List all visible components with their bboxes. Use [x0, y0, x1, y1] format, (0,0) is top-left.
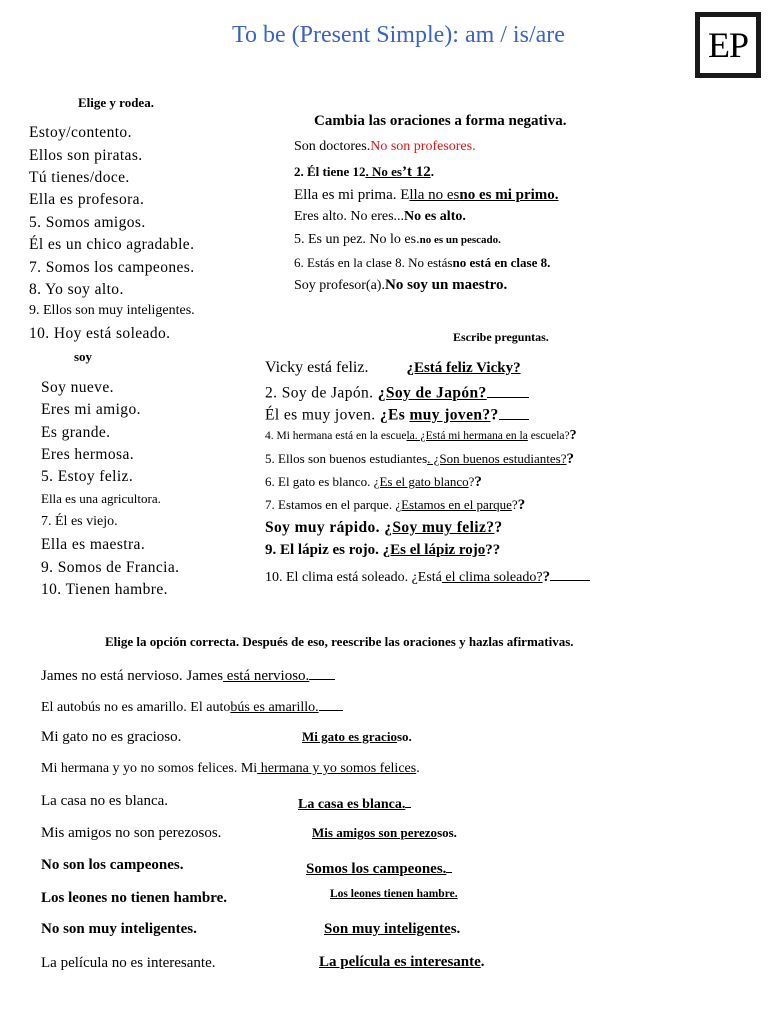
sec4-line: [265, 451, 574, 468]
prompt: Son doctores.: [294, 139, 371, 154]
blank-line: [550, 566, 590, 581]
sec3-line: [294, 164, 434, 181]
answer: s.: [450, 921, 461, 937]
answer: muy joven?: [409, 406, 491, 424]
prompt: 5. Es un pez. No lo es.: [294, 232, 420, 247]
answer: No es alto.: [404, 209, 466, 224]
logo-text: EP: [700, 17, 756, 73]
prompt: Ella es mi prima. E: [294, 187, 410, 203]
answer: ¿Soy muy feliz?: [384, 519, 495, 536]
blank-line: [309, 664, 335, 680]
sec1-item: Estoy/contento.: [29, 124, 132, 141]
sec2-item: 5. Estoy feliz.: [41, 468, 134, 485]
sec3-line: [294, 139, 476, 155]
sec2-item: 9. Somos de Francia.: [41, 559, 180, 576]
sec5-row: [41, 696, 343, 716]
answer: .: [480, 954, 485, 970]
sec3-line: [294, 255, 550, 271]
sec1-heading: Elige y rodea.: [78, 95, 154, 110]
blank-line: [446, 857, 452, 873]
answer: no está en clase 8.: [452, 255, 551, 270]
sec2-item: 7. Él es viejo.: [41, 514, 118, 529]
mark: ?: [468, 474, 475, 489]
sec2-item: Eres hermosa.: [41, 446, 135, 463]
sec5-q: La película no es interesante.: [41, 955, 216, 971]
sec1-item: 10. Hoy está soleado.: [29, 325, 171, 342]
sec2-item: Soy nueve.: [41, 379, 114, 396]
blank-line: [319, 696, 343, 711]
mark: ??: [485, 542, 501, 558]
mark: ?: [490, 406, 499, 424]
sec3-line: [294, 232, 501, 248]
sec5-answer: [319, 954, 485, 971]
answer: ¿Es: [379, 406, 410, 424]
sec5-answer: [298, 793, 411, 813]
sec1-item: Él es un chico agradable.: [29, 236, 195, 253]
sec5-answer: [302, 729, 412, 745]
sec4-line: [265, 474, 482, 491]
sec5-heading: Elige la opción correcta. Después de eso, reescribe las oraciones y hazlas afirmativas.: [105, 634, 574, 649]
sec5-answer: [306, 857, 452, 878]
answer: lla no es: [409, 187, 460, 203]
answer: Los leones tienen hambre.: [330, 888, 458, 900]
mark: ?: [517, 497, 526, 513]
sec3-line: [294, 209, 466, 225]
answer: la. ¿Está mi hermana en la: [406, 430, 528, 442]
sec3-heading: Cambia las oraciones a forma negativa.: [314, 113, 567, 129]
answer: no es mi primo.: [459, 187, 559, 203]
sec5-q: Mi gato no es gracioso.: [41, 729, 182, 745]
sec5-answer: [330, 888, 458, 900]
prompt: Vicky está feliz.: [265, 359, 369, 376]
sec5-q: La casa no es blanca.: [41, 793, 169, 809]
ep-logo: [695, 12, 761, 78]
sec3-line: [294, 187, 559, 204]
sec2-item: Es grande.: [41, 424, 111, 441]
answer: ¿Es el gato blanco: [373, 474, 469, 489]
sec5-q: Los leones no tienen hambre.: [41, 890, 227, 906]
prompt: 6. El gato es blanco.: [265, 474, 374, 489]
sec2-heading: soy: [74, 349, 93, 364]
answer: . No es: [365, 164, 402, 179]
sec4-line: [265, 519, 503, 537]
answer: La casa es blanca.: [298, 797, 406, 812]
sec2-item: Ella es una agricultora.: [41, 491, 161, 506]
sec4-line: [265, 566, 590, 586]
prompt: Soy profesor(a).: [294, 278, 385, 293]
worksheet-title: To be (Present Simple): am / is/are: [232, 22, 565, 48]
answer: No soy un maestro.: [384, 277, 508, 293]
mark: ?: [542, 569, 551, 585]
prompt: Él es muy joven.: [265, 406, 380, 424]
sec5-answer: [324, 921, 460, 938]
answer: ’t 12: [401, 164, 431, 180]
sec4-line: [265, 542, 500, 559]
sec2-item: 10. Tienen hambre.: [41, 581, 168, 598]
mark: ?: [474, 474, 482, 490]
sec1-item: 9. Ellos son muy inteligentes.: [29, 303, 195, 318]
prompt: 5. Ellos son buenos estudiantes: [265, 451, 428, 466]
mark: ?: [494, 519, 503, 536]
prompt: 7. Estamos en el parque.: [265, 497, 396, 512]
question: El autobús no es amarillo. El auto: [41, 700, 231, 715]
sec1-item: Tú tienes/doce.: [29, 169, 130, 186]
answer: no es un pescado.: [419, 234, 501, 246]
answer: La película es interesante: [319, 954, 481, 970]
prompt: 9. El lápiz es rojo.: [265, 542, 383, 558]
blank-line: [487, 381, 529, 398]
prompt: 10. El clima está soleado. ¿Está: [265, 570, 442, 585]
sec5-answer: [312, 825, 457, 841]
answer: Somos los campeones.: [306, 861, 447, 877]
prompt: Eres alto. No eres...: [294, 209, 405, 224]
sec4-line: [265, 403, 529, 425]
answer: ¿Estamos en el parque: [395, 497, 512, 512]
sec4-line: [265, 359, 521, 377]
mark: ?: [511, 497, 518, 512]
blank-line: [405, 793, 411, 808]
answer: ¿Es el lápiz rojo: [382, 542, 486, 558]
mark: ?: [566, 451, 575, 467]
prompt: 2. Él tiene 12: [294, 164, 366, 179]
answer: . ¿Son buenos estudiantes?: [427, 451, 567, 466]
sec2-item: Ella es maestra.: [41, 536, 146, 553]
answer: hermana y yo somos felices: [257, 761, 417, 776]
answer: el clima soleado?: [441, 570, 543, 585]
sec1-item: 7. Somos los campeones.: [29, 259, 195, 276]
answer: so.: [396, 729, 412, 744]
sec1-item: Ellos son piratas.: [29, 147, 143, 164]
sec4-line: [265, 428, 577, 444]
answer: .: [416, 761, 420, 776]
sec1-item: 5. Somos amigos.: [29, 214, 146, 231]
blank-line: [499, 403, 529, 420]
mark: ?: [569, 428, 577, 443]
answer: Son muy inteligente: [324, 921, 451, 937]
sec4-line: [265, 497, 525, 514]
sec5-q: No son muy inteligentes.: [41, 921, 197, 937]
sec5-row: [41, 664, 335, 685]
answer: está nervioso.: [223, 668, 310, 684]
answer: Mis amigos son perezo: [312, 825, 438, 840]
answer: ¿Está feliz Vicky?: [406, 360, 521, 376]
prompt: 2. Soy de Japón.: [265, 384, 378, 402]
answer: No son profesores.: [370, 139, 476, 154]
period: .: [430, 164, 434, 179]
prompt: Soy muy rápido.: [265, 519, 385, 536]
question: James no está nervioso. James: [41, 668, 224, 684]
answer: escuela?: [527, 430, 570, 442]
answer: Mi gato es gracio: [302, 729, 397, 744]
answer: ¿Soy de Japón?: [377, 384, 487, 402]
sec1-item: Ella es profesora.: [29, 191, 145, 208]
sec2-item: Eres mi amigo.: [41, 401, 141, 418]
sec4-heading: Escribe preguntas.: [453, 330, 549, 344]
sec1-item: 8. Yo soy alto.: [29, 281, 124, 298]
prompt: 6. Estás en la clase 8. No estás: [294, 255, 453, 270]
question: Mi hermana y yo no somos felices. Mi: [41, 761, 258, 776]
sec4-line: [265, 381, 529, 403]
answer: bús es amarillo.: [230, 700, 319, 715]
sec5-q: Mis amigos no son perezosos.: [41, 825, 222, 841]
sec5-row: [41, 761, 420, 777]
answer: sos.: [437, 825, 457, 840]
prompt: 4. Mi hermana está en la escue: [265, 430, 407, 442]
sec3-line: [294, 277, 507, 294]
sec5-q: No son los campeones.: [41, 857, 184, 873]
